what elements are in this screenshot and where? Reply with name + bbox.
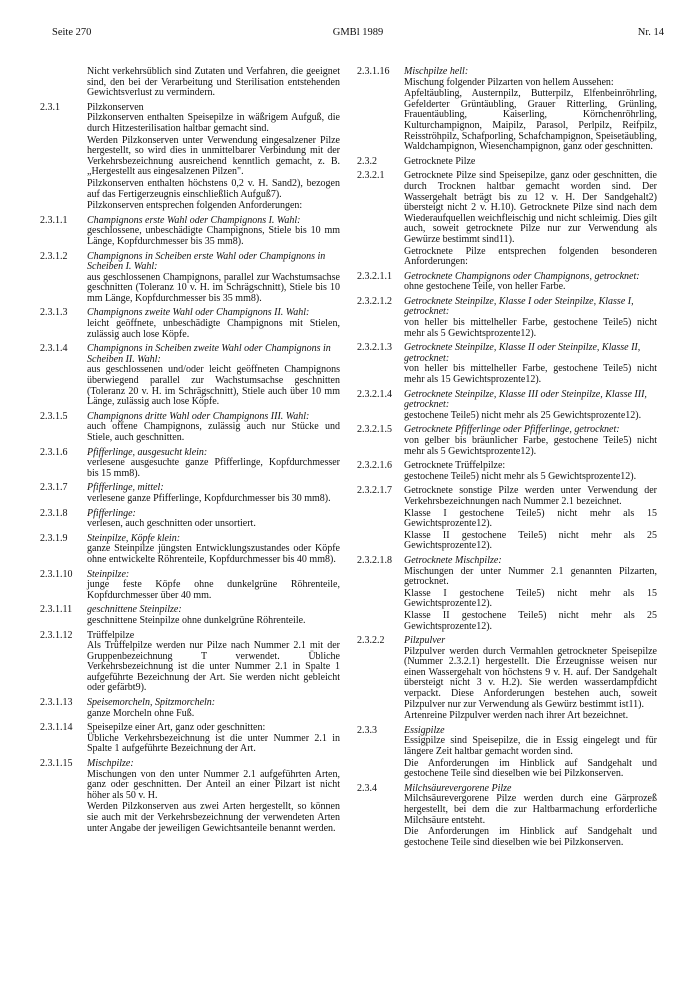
section-title: Champignons zweite Wahl oder Champignons II. Wahl: — [87, 307, 310, 319]
section-entry — [40, 723, 340, 755]
section-paragraph: geschnittene Steinpilze ohne dunkelgrüne Röhrenteile. — [87, 614, 306, 626]
section-entry — [40, 509, 340, 530]
section-paragraph: Klasse I gestochene Teile5) nicht mehr als 15 Gewichtsprozente12). — [404, 507, 657, 530]
section-title: Steinpilze: — [87, 568, 130, 580]
intro-paragraph: Nicht verkehrsüblich sind Zutaten und Verfahren, die geeignet sind, den bei der Verarbeitung und Sterilisation entstehenden Gewichtsverlust zu vermindern. — [87, 66, 340, 99]
section-title: Champignons erste Wahl oder Champignons I. Wahl: — [87, 214, 301, 226]
section-entry — [40, 308, 340, 340]
section-number: 2.3.2.1.1 — [357, 270, 392, 282]
section-number: 2.3.2 — [357, 155, 377, 167]
left-column — [40, 67, 340, 838]
section-entry — [357, 272, 657, 293]
section-paragraph: Die Anforderungen im Hinblick auf Sandgehalt und gestochene Teile sind dieselben wie bei Pilzkonserven. — [404, 826, 657, 848]
section-paragraph: Pilzkonserven enthalten höchstens 0,2 v. H. Sand2), bezogen auf das Fertigerzeugnis einschließlich Aufguß7). — [87, 177, 340, 200]
section-entry — [40, 103, 340, 212]
section-paragraph: Milchsäurevergorene Pilze werden durch eine Gärprozeß hergestellt, bei dem die zur Haltbarmachung erforderliche Milchsäure entsteht. — [404, 793, 657, 826]
section-paragraph: auch offene Champignons, zulässig auch nur Stücke und Stiele, auch geschnitten. — [87, 421, 340, 443]
section-paragraph: Pilzkonserven enthalten Speisepilze in wäßrigem Aufguß, die durch Hitzesterilisation haltbar gemacht sind. — [87, 112, 340, 134]
section-title: Getrocknete Mischpilze: — [404, 554, 502, 566]
page-number: Seite 270 — [52, 27, 92, 38]
section-number: 2.3.1.11 — [40, 604, 73, 616]
section-entry — [40, 483, 340, 504]
page-header — [52, 28, 664, 42]
section-paragraph: gestochene Teile5) nicht mehr als 25 Gewichtsprozente12). — [404, 409, 642, 421]
section-paragraph: Die Anforderungen im Hinblick auf Sandgehalt und gestochene Teile sind dieselben wie bei Pilzkonserven. — [404, 757, 657, 780]
section-number: 2.3.2.2 — [357, 635, 385, 647]
section-number: 2.3.2.1.8 — [357, 554, 392, 566]
section-number: 2.3.2.1.7 — [357, 485, 392, 497]
section-paragraph: Getrocknete sonstige Pilze werden unter Verwendung der Verkehrsbezeichnungen nach Nummer 2.1 bezeichnet. — [404, 485, 657, 507]
section-title: Mischpilze hell: — [404, 66, 469, 77]
section-number: 2.3.2.1.4 — [357, 388, 392, 400]
section-entry — [357, 157, 657, 168]
section-title: Getrocknete Steinpilze, Klasse II oder Steinpilze, Klasse II, getrocknet: — [404, 342, 641, 364]
section-number: 2.3.2.1.6 — [357, 460, 392, 472]
section-entry — [357, 425, 657, 457]
section-title: Speisemorcheln, Spitzmorcheln: — [87, 697, 216, 709]
section-entry — [40, 570, 340, 602]
section-title: Champignons in Scheiben zweite Wahl oder Champignons in Scheiben II. Wahl: — [87, 343, 331, 365]
section-title: Mischpilze: — [87, 758, 134, 770]
section-entry — [357, 461, 657, 482]
section-number: 2.3.2.1.3 — [357, 342, 392, 354]
section-paragraph: Pilzkonserven entsprechen folgenden Anforderungen: — [87, 200, 303, 212]
section-paragraph: Werden Pilzkonserven unter Verwendung eingesalzener Pilze hergestellt, so wird dies in unmittelbarer Verbindung mit der Verkehrsbezeichnung ausreichend kenntlich gemacht, z. B. „Hergestellt aus eingesalzenen Pilzen". — [87, 134, 340, 178]
section-title: Essigpilze — [404, 724, 445, 736]
section-entry — [40, 216, 340, 248]
section-number: 2.3.1.6 — [40, 446, 68, 458]
section-paragraph: verlesene ausgesuchte ganze Pfifferlinge, Kopfdurchmesser bis 15 mm8). — [87, 457, 340, 479]
section-paragraph: Mischungen der unter Nummer 2.1 genannten Pilzarten, getrocknet. — [404, 565, 657, 588]
section-number: 2.3.1.3 — [40, 307, 68, 319]
section-title: Champignons in Scheiben erste Wahl oder Champignons in Scheiben I. Wahl: — [87, 250, 326, 273]
section-number: 2.3.1.13 — [40, 697, 73, 709]
section-paragraph: aus geschlossenen Champignons, parallel zur Wachstumsachse geschnitten (Toleranz 10 v. H. im Schrägschnitt), Stiele bis 10 mm Länge, Kopfdurchmesser bis 35 mm8). — [87, 271, 340, 304]
section-paragraph: Getrocknete Pilze sind Speisepilze, ganz oder geschnitten, die durch Trocknen haltbar gemacht worden sind. Der Wassergehalt beträgt bis zu 12 v. H. Der Sandgehalt2) übersteigt nicht 2 v. H.10). Getrocknete Pilze sind nach dem Wiederaufquellen weichfleischig und nicht schleimig. Dies gilt auch, soweit getrocknete Pilze nur zur Verwendung als Gewürze bestimmt sind11). — [404, 170, 657, 245]
section-title: Pilzkonserven — [87, 101, 144, 113]
section-paragraph: Übliche Verkehrsbezeichnung ist die unter Nummer 2.1 in Spalte 1 aufgeführte Bezeichnung der Art. — [87, 732, 340, 755]
section-number: 2.3.3 — [357, 724, 377, 736]
section-paragraph: Pilzpulver werden durch Vermahlen getrockneter Speisepilze (Nummer 2.3.2.1) hergestellt. Die Erzeugnisse weisen nur einen Wassergehalt von höchstens 9 v. H. auf. Der Sandgehalt übersteigt nicht 3 v. H.2). Sie werden wasserdampfdicht verpackt. Diese Anforderungen bestehen auch, soweit Pilzpulver nur zur Verwendung als Gewürz bestimmt ist11). — [404, 645, 657, 710]
section-entry — [357, 486, 657, 552]
section-paragraph: Klasse I gestochene Teile5) nicht mehr als 15 Gewichtsprozente12). — [404, 587, 657, 610]
section-paragraph: Mischungen von den unter Nummer 2.1 aufgeführten Arten, ganz oder geschnitten. Der Anteil an einer Pilzart ist nicht höher als 50 v. H. — [87, 768, 340, 801]
section-number: 2.3.2.1.2 — [357, 295, 392, 307]
section-entry — [40, 631, 340, 695]
section-number: 2.3.2.1 — [357, 170, 385, 182]
section-title: Getrocknete Pilze — [404, 155, 476, 167]
section-title: Champignons dritte Wahl oder Champignons III. Wahl: — [87, 410, 310, 422]
section-number: 2.3.1.10 — [40, 568, 73, 580]
section-number: 2.3.2.1.5 — [357, 424, 392, 436]
section-entry — [357, 726, 657, 780]
section-number: 2.3.1.4 — [40, 343, 68, 355]
section-paragraph: Apfeltäubling, Austernpilz, Butterpilz, Elfenbeinröhrling, Gefelderter Grüntäubling, Grauer Ritterling, Grünling, Frauentäubling, Kaiserling, Körnchenröhrling, Kulturchampignon, Maipilz, Parasol, Perlpilz, Reifpilz, Reisströhpilz, Schafporling, Schafchampignon, Speisetäubling, Waldchampignon, Wiesenchampignon, ganz oder geschnitten. — [404, 88, 658, 153]
section-number: 2.3.1.14 — [40, 722, 73, 734]
section-entry — [40, 759, 340, 834]
section-number: 2.3.1.8 — [40, 507, 68, 519]
section-paragraph: von gelber bis bräunlicher Farbe, gestochene Teile5) nicht mehr als 5 Gewichtsprozente12). — [404, 435, 657, 457]
section-paragraph: geschlossene, unbeschädigte Champignons, Stiele bis 10 mm Länge, Kopfdurchmesser bis 35 mm8). — [87, 225, 340, 247]
section-entry — [357, 784, 657, 849]
section-number: 2.3.1.7 — [40, 482, 68, 494]
section-entry — [40, 252, 340, 305]
section-title: geschnittene Steinpilze: — [87, 604, 182, 616]
section-title: Trüffelpilze — [87, 629, 135, 641]
section-title: Getrocknete Champignons oder Champignons, getrocknet: — [404, 270, 640, 282]
section-paragraph: gestochene Teile5) nicht mehr als 5 Gewichtsprozente12). — [404, 470, 637, 482]
section-number: 2.3.1 — [40, 101, 60, 113]
section-number: 2.3.1.16 — [357, 66, 390, 77]
publication-title: GMBl 1989 — [332, 27, 384, 38]
section-entry — [357, 297, 657, 339]
section-entry — [40, 605, 340, 626]
section-paragraph: ohne gestochene Teile, von heller Farbe. — [404, 281, 566, 293]
right-column — [357, 67, 657, 852]
section-number: 2.3.1.12 — [40, 629, 73, 641]
section-paragraph: leicht geöffnete, unbeschädigte Champignons mit Stielen, zulässig auch lose Köpfe. — [87, 318, 340, 340]
section-paragraph: ganze Steinpilze jüngsten Entwicklungszustandes oder Köpfe ohne entwickelte Röhrenteile, Kopfdurchmesser bis 40 mm8). — [87, 543, 340, 565]
section-number: 2.3.4 — [357, 782, 377, 794]
section-title: Milchsäurevergorene Pilze — [404, 782, 512, 794]
section-number: 2.3.1.2 — [40, 250, 68, 262]
section-entry — [357, 171, 657, 267]
section-entry — [357, 390, 657, 422]
section-paragraph: Klasse II gestochene Teile5) nicht mehr als 25 Gewichtsprozente12). — [404, 609, 657, 632]
section-title: Pfifferlinge, mittel: — [87, 482, 164, 494]
section-title: Pilzpulver — [404, 635, 446, 647]
section-paragraph: von heller bis mittelheller Farbe, gestochene Teile5) nicht mehr als 15 Gewichtsprozente12). — [404, 363, 657, 386]
issue-number: Nr. 14 — [637, 27, 664, 38]
section-paragraph: verlesen, auch geschnitten oder unsortiert. — [87, 518, 256, 530]
section-paragraph: aus geschlossenen und/oder leicht geöffneten Champignons überwiegend parallel zur Wachstumsachse geschnitten (Toleranz 20 v. H. im Schrägschnitt), Stiele auch über 10 mm Länge, zulässig auch lose Köpfe. — [87, 364, 340, 408]
section-entry — [357, 556, 657, 632]
section-paragraph: Artenreine Pilzpulver werden nach ihrer Art bezeichnet. — [404, 710, 629, 722]
section-entry — [40, 698, 340, 719]
section-paragraph: Als Trüffelpilze werden nur Pilze nach Nummer 2.1 mit der Gruppenbezeichnung T verwendet. Übliche Verkehrsbezeichnung ist die unter Nummer 2.1 in Spalte 1 aufgeführte Bezeichnung der Art. Sie werden nicht gebleicht oder gefärbt9). — [87, 640, 340, 694]
section-number: 2.3.1.1 — [40, 214, 68, 226]
section-paragraph: ganze Morcheln ohne Fuß. — [87, 707, 195, 719]
section-entry — [357, 636, 657, 722]
section-title: Getrocknete Steinpilze, Klasse I oder Steinpilze, Klasse I, getrocknet: — [404, 295, 634, 318]
section-paragraph: Mischung folgender Pilzarten von hellem Aussehen: — [404, 76, 614, 88]
section-entry — [40, 448, 340, 480]
section-paragraph: junge feste Köpfe ohne dunkelgrüne Röhrenteile, Kopfdurchmesser über 40 mm. — [87, 579, 340, 601]
section-number: 2.3.1.9 — [40, 532, 68, 544]
section-entry — [40, 344, 340, 408]
section-entry — [40, 534, 340, 566]
section-entry — [40, 412, 340, 444]
section-number: 2.3.1.5 — [40, 410, 68, 422]
section-number: 2.3.1.15 — [40, 758, 73, 770]
section-title: Pfifferlinge: — [87, 507, 136, 519]
section-paragraph: Werden Pilzkonserven aus zwei Arten hergestellt, so können sie auch mit der Verkehrsbezeichnung der verwendeten Arten unter Angabe der jeweiligen Gewichtsanteile benannt werden. — [87, 801, 340, 834]
section-paragraph: Klasse II gestochene Teile5) nicht mehr als 25 Gewichtsprozente12). — [404, 529, 657, 552]
section-paragraph: Getrocknete Pilze entsprechen folgenden besonderen Anforderungen: — [404, 245, 657, 268]
section-title: Getrocknete Pfifferlinge oder Pfifferlinge, getrocknet: — [404, 424, 620, 436]
section-paragraph: von heller bis mittelheller Farbe, gestochene Teile5) nicht mehr als 5 Gewichtsprozente12). — [404, 317, 657, 339]
section-entry — [357, 67, 657, 153]
section-title: Pfifferlinge, ausgesucht klein: — [87, 446, 208, 458]
section-title: Steinpilze, Köpfe klein: — [87, 532, 181, 544]
section-title: Getrocknete Trüffelpilze: — [404, 460, 506, 472]
section-entry — [357, 343, 657, 385]
section-paragraph: verlesene ganze Pfifferlinge, Kopfdurchmesser bis 30 mm8). — [87, 492, 331, 504]
section-title: Getrocknete Steinpilze, Klasse III oder Steinpilze, Klasse III, getrocknet: — [404, 388, 647, 411]
section-paragraph: Essigpilze sind Speisepilze, die in Essig eingelegt und für längere Zeit haltbar gemacht worden sind. — [404, 735, 657, 758]
section-title: Speisepilze einer Art, ganz oder geschnitten: — [87, 722, 266, 734]
